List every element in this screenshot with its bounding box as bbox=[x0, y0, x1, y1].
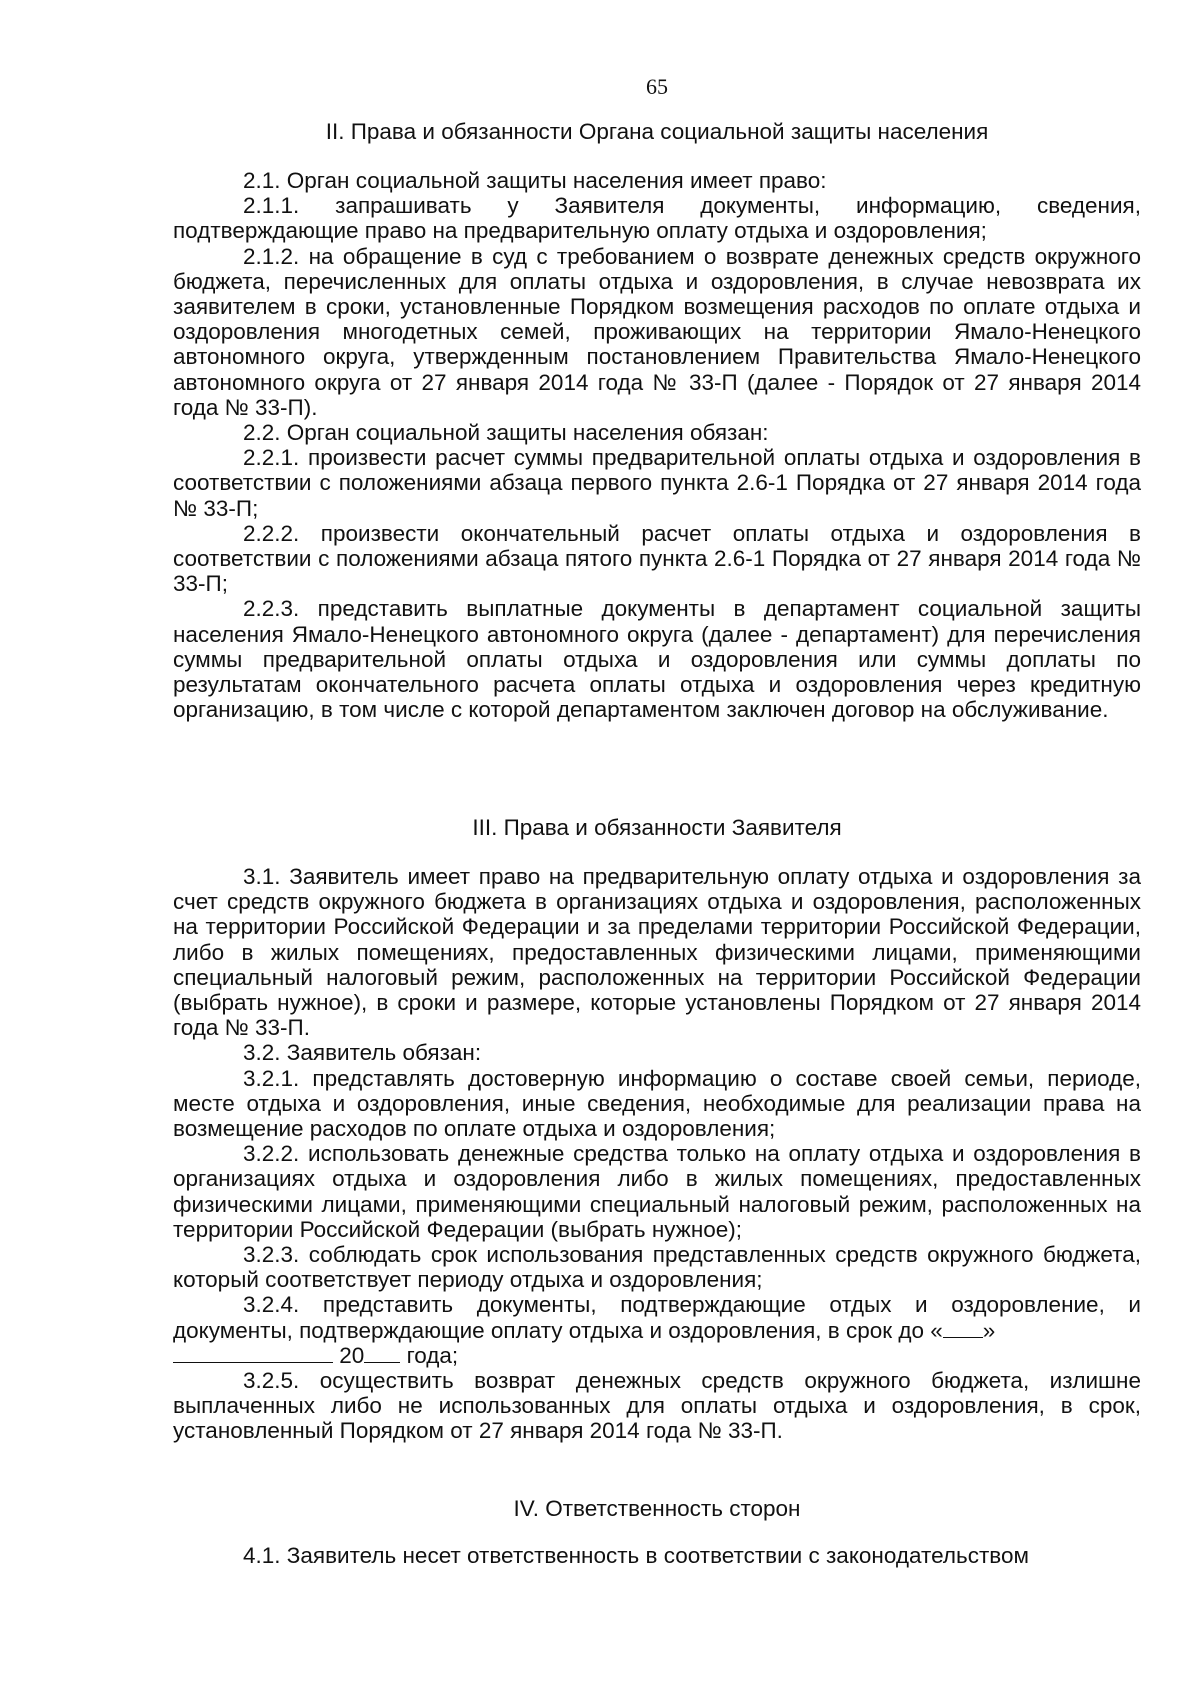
year-blank bbox=[364, 1344, 400, 1363]
paragraph-2-1: 2.1. Орган социальной защиты населения имеет право: bbox=[243, 168, 827, 193]
section-3-body bbox=[173, 864, 1141, 1444]
paragraph-2-1-1: 2.1.1. запрашивать у Заявителя документы, информацию, сведения, подтверждающие право на предварительную оплату отдыха и оздоровления; bbox=[173, 193, 1141, 244]
section-4-heading: IV. Ответственность сторон bbox=[513, 1496, 801, 1521]
paragraph-4-1: 4.1. Заявитель несет ответственность в соответствии с законодательством bbox=[243, 1543, 1029, 1568]
paragraph-2-2: 2.2. Орган социальной защиты населения обязан: bbox=[243, 420, 769, 446]
paragraph-3-2-1: 3.2.1. представлять достоверную информацию о составе своей семьи, периоде, месте отдыха и оздоровления, иные сведения, необходимые для реализации права на возмещение расходов по оплате отдыха и оздоровления; bbox=[173, 1065, 1141, 1142]
paragraph-2-2-2: 2.2.2. произвести окончательный расчет оплаты отдыха и оздоровления в соответствии с положениями абзаца пятого пункта 2.6-1 Порядка от 27 января 2014 года № 33-П; bbox=[173, 520, 1141, 597]
month-blank bbox=[173, 1344, 333, 1363]
paragraph-3-2-3: 3.2.3. соблюдать срок использования представленных средств окружного бюджета, который соответствует периоду отдыха и оздоровления; bbox=[173, 1242, 1141, 1293]
paragraph-2-2-3: 2.2.3. представить выплатные документы в департамент социальной защиты населения Ямало-Ненецкого автономного округа (далее - департамент) для перечисления суммы предварительной оплаты отдыха и оздоровления или суммы доплаты по результатам окончательного расчета оплаты отдыха и оздоровления через кредитную организацию, в том числе с которой департаментом заключен договор на обслуживание. bbox=[173, 596, 1141, 723]
page-number: 65 bbox=[646, 74, 668, 99]
quote-close: » bbox=[982, 1317, 996, 1343]
section-3-heading: III. Права и обязанности Заявителя bbox=[472, 815, 842, 840]
section-2-heading: II. Права и обязанности Органа социальной защиты населения bbox=[325, 119, 989, 144]
paragraph-3-1: 3.1. Заявитель имеет право на предварительную оплату отдыха и оздоровления за счет средств окружного бюджета в организациях отдыха и оздоровления, расположенных на территории Российской Федерации и за пределами территории Российской Федерации, либо в жилых помещениях, предоставленных физическими лицами, применяющими специальный налоговый режим, расположенных на территории Российской Федерации (выбрать нужное), в сроки и размере, которые установлены Порядком от 27 января 2014 года № 33-П. bbox=[173, 864, 1141, 1041]
paragraph-3-2-4 bbox=[173, 1292, 1141, 1368]
paragraph-3-2: 3.2. Заявитель обязан: bbox=[243, 1040, 482, 1066]
paragraph-2-2-1: 2.2.1. произвести расчет суммы предварительной оплаты отдыха и оздоровления в соответствии с положениями абзаца первого пункта 2.6-1 Порядка от 27 января 2014 года № 33-П; bbox=[173, 445, 1141, 521]
year-word: года; bbox=[406, 1342, 459, 1368]
paragraph-2-1-2: 2.1.2. на обращение в суд с требованием о возврате денежных средств окружного бюджета, перечисленных для оплаты отдыха и оздоровления, в случае невозврата их заявителем в сроки, установленные Порядком возмещения расходов по оплате отдыха и оздоровления многодетных семей, проживающих на территории Ямало-Ненецкого автономного округа, утвержденным постановлением Правительства Ямало-Ненецкого автономного округа от 27 января 2014 года № 33-П (далее - Порядок от 27 января 2014 года № 33-П). bbox=[173, 243, 1141, 420]
paragraph-3-2-2: 3.2.2. использовать денежные средства только на оплату отдыха и оздоровления в организациях отдыха и оздоровления либо в жилых помещениях, предоставленных физическими лицами, применяющими специальный налоговый режим, расположенных на территории Российской Федерации (выбрать нужное); bbox=[173, 1141, 1141, 1242]
section-2-body bbox=[173, 168, 1141, 722]
section-4-body bbox=[173, 1543, 1141, 1568]
day-blank bbox=[943, 1319, 983, 1338]
paragraph-3-2-5: 3.2.5. осуществить возврат денежных средств окружного бюджета, излишне выплаченных либо не использованных для оплаты отдыха и оздоровления, в срок, установленный Порядком от 27 января 2014 года № 33-П. bbox=[173, 1368, 1141, 1444]
year-prefix: 20 bbox=[339, 1342, 365, 1368]
paragraph-3-2-4-text: 3.2.4. представить документы, подтверждающие отдых и оздоровление, и документы, подтверждающие оплату отдыха и оздоровления, в срок до « bbox=[173, 1292, 1141, 1343]
